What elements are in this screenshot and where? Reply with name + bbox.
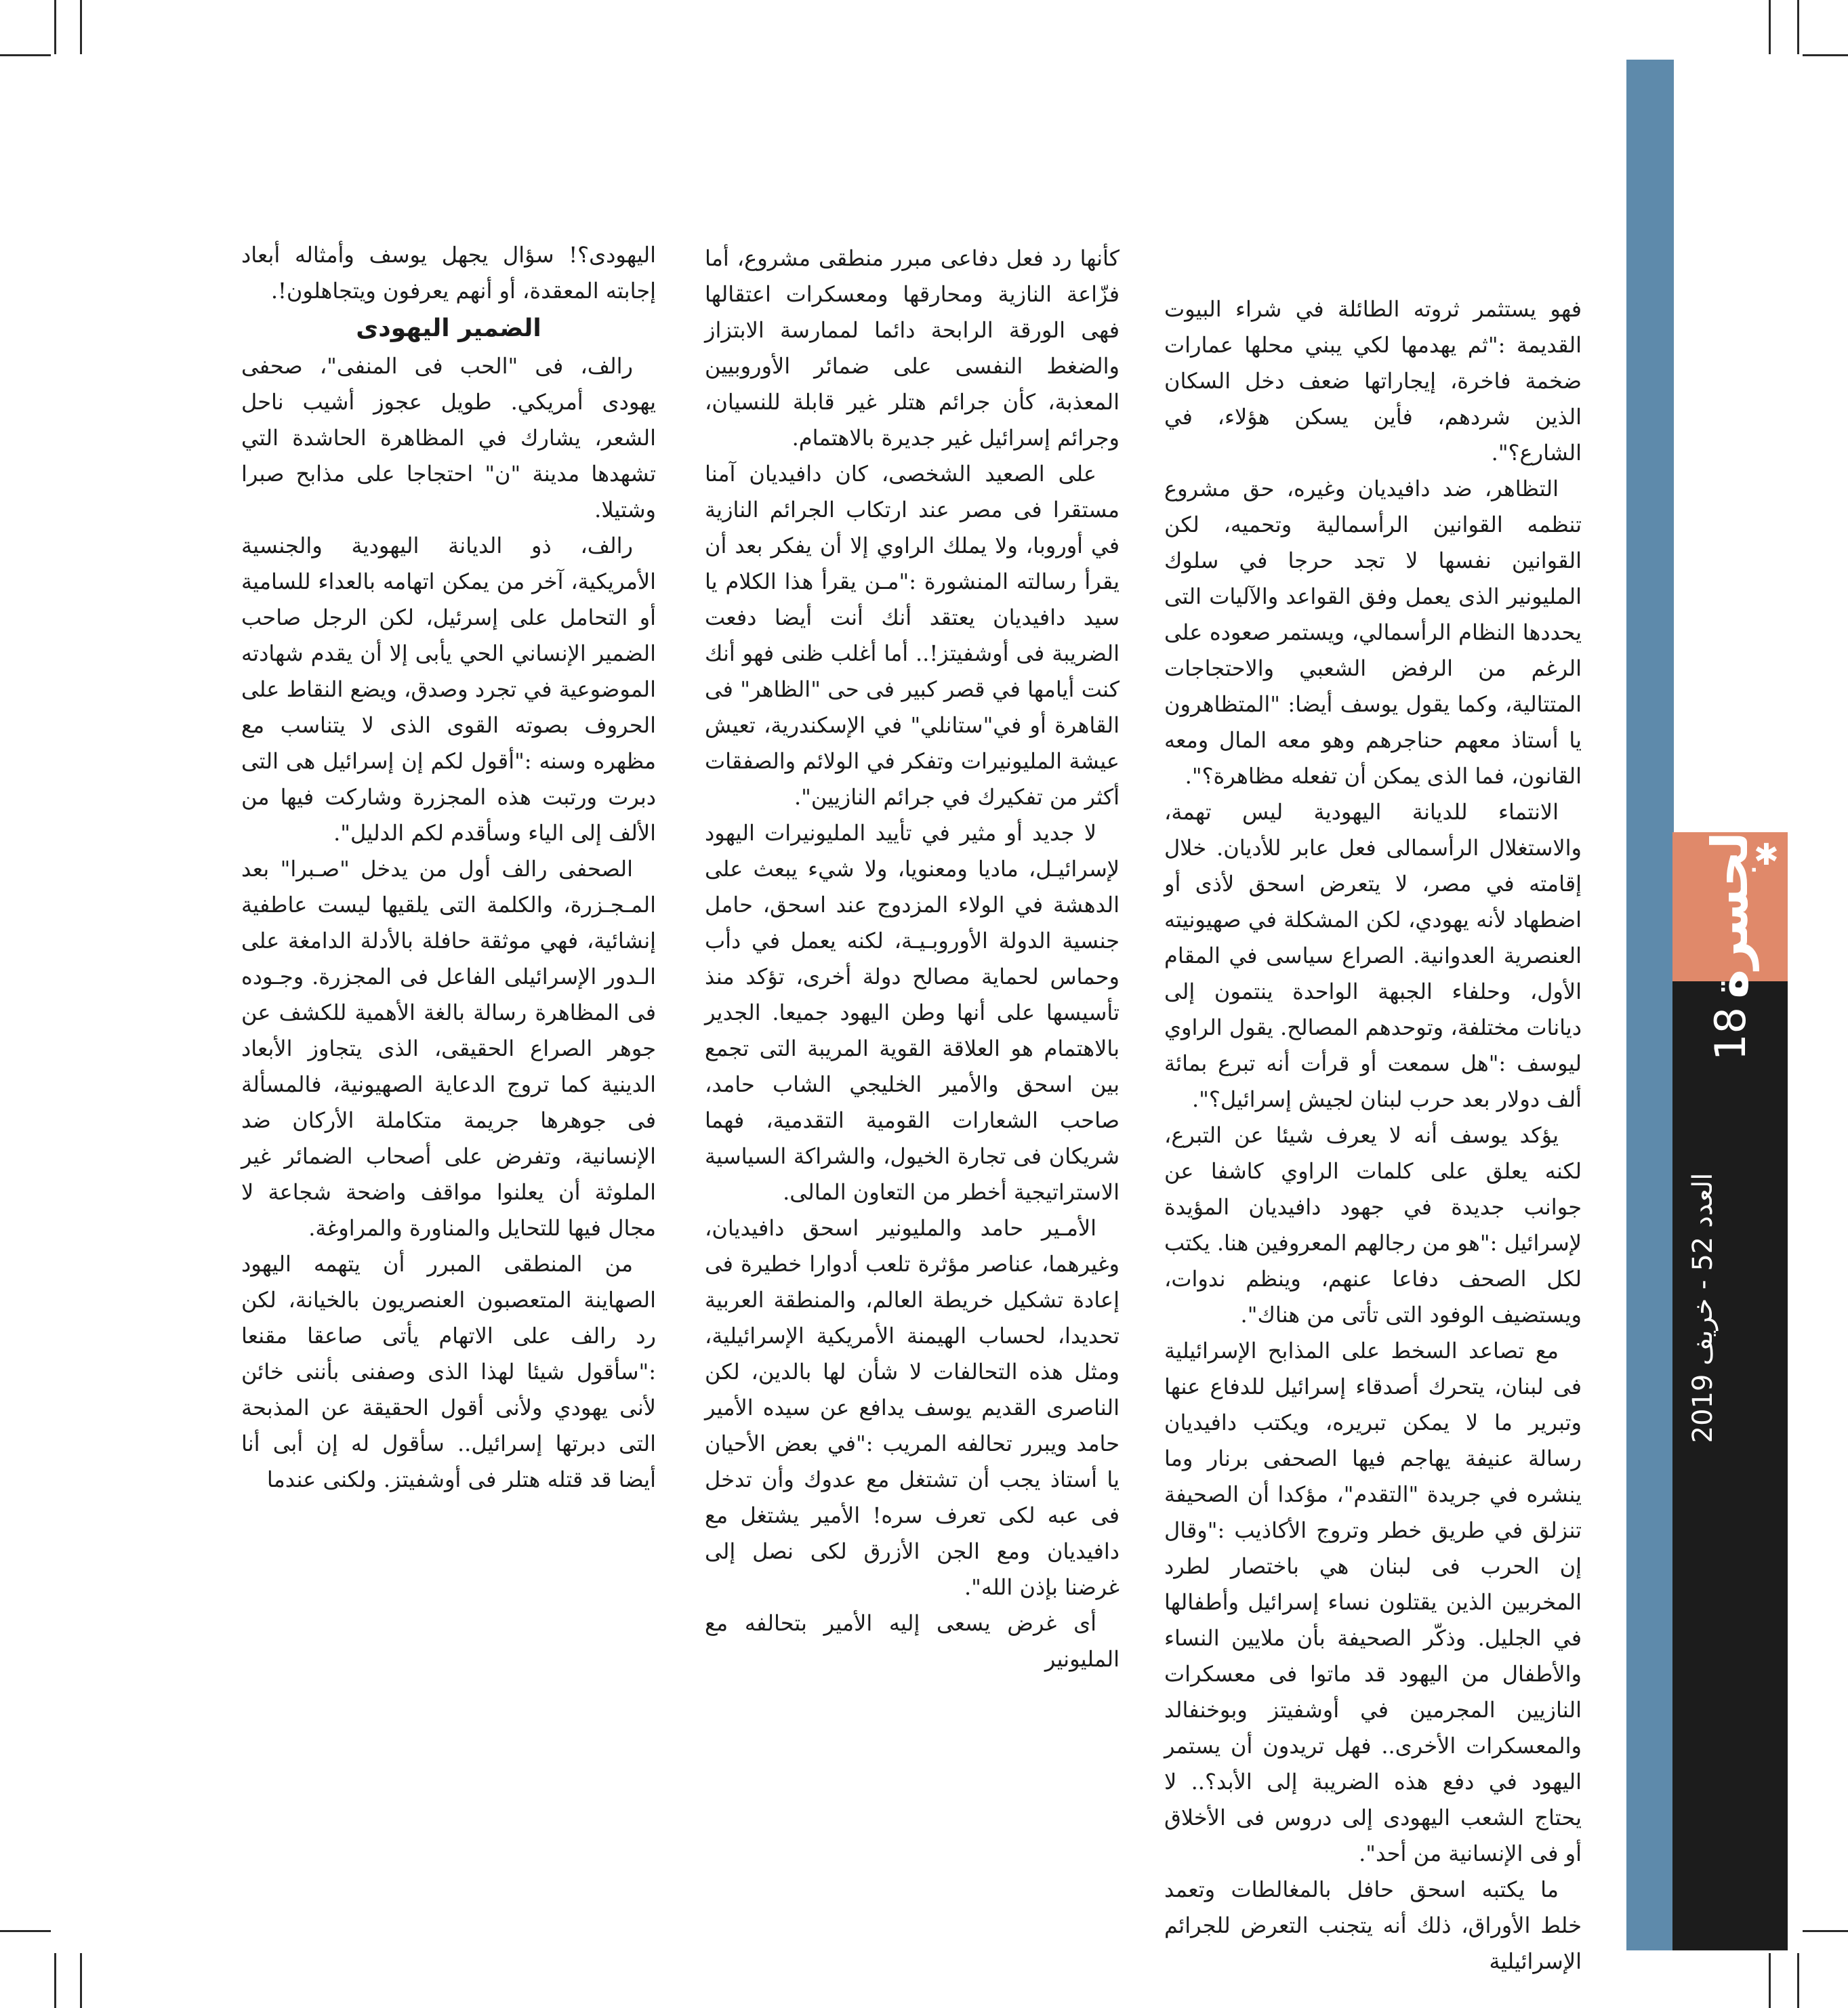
paragraph: الصحفى رالف أول من يدخل "صـبرا" بعد المـجـزرة، والكلمة التى يلقيها ليست عاطفية إنشائية، فهي موثقة حافلة بالأدلة الدامغة على الـدور الإسرائيلى الفاعل فى المجزرة. وجـوده فى المظاهرة رسالة بالغة الأهمية للكشف عن جوهر الصراع الحقيقى، الذى يتجاوز الأبعاد الدينية كما تروج الدعاية الصهيونية، فالمسألة فى جوهرها جريمة متكاملة الأركان ضد الإنسانية، وتفرض على أصحاب الضمائر غير الملوثة أن يعلنوا مواقف واضحة شجاعة لا مجال فيها للتحايل والمناورة والمراوغة. [241, 856, 656, 1241]
crop-mark [0, 54, 51, 56]
crop-mark [1797, 0, 1799, 54]
paragraph: رالف، ذو الديانة اليهودية والجنسية الأمريكية، آخر من يمكن اتهامه بالعداء للسامية أو التحامل على إسرئيل، لكن الرجل صاحب الضمير الإنساني الحي يأبى إلا أن يقدم شهادته الموضوعية في تجرد وصدق، ويضع النقاط على الحروف بصوته القوى الذى لا يتناسب مع مظهره وسنه :"أقول لكم إن إسرائيل هى التى دبرت ورتبت هذه المجزرة وشاركت فيها من الألف إلى الياء وسأقدم لكم الدليل". [241, 533, 656, 846]
paragraph: رالف، فى "الحب فى المنفى"، صحفى يهودى أمريكي. طويل عجوز أشيب ناحل الشعر، يشارك في المظاهرة الحاشدة التي تشهدها مدينة "ن" احتجاجا على مذابح صبرا وشتيلا. [241, 353, 656, 523]
crop-mark [1769, 1953, 1771, 2008]
paragraph: اليهودى؟! سؤال يجهل يوسف وأمثاله أبعاد إجابته المعقدة، أو أنهم يعرفون ويتجاهلون!. [241, 242, 656, 304]
crop-mark [1797, 1953, 1799, 2008]
magazine-logo [1672, 815, 1788, 999]
paragraph: التظاهر، ضد دافيديان وغيره، حق مشروع تنظمه القوانين الرأسمالية وتحميه، لكن القوانين نفسها لا تجد حرجا في سلوك المليونير الذى يعمل وفق القواعد والآليات التى يحددها النظام الرأسمالي، ويستمر صعوده على الرغم من الرفض الشعبي والاحتجاجات المتتالية، وكما يقول يوسف أيضا: "المتظاهرون يا أستاذ معهم حناجرهم وهو معه المال ومعه القانون، فما الذى يمكن أن تفعله مظاهرة؟". [1164, 476, 1582, 789]
paragraph: يؤكد يوسف أنه لا يعرف شيئا عن التبرع، لكنه يعلق على كلمات الراوي كاشفا عن جوانب جديدة في جهود دافيديان المؤيدة لإسرائيل :"هو من رجالهم المعروفين هنا. يكتب لكل الصحف دفاعا عنهم، وينظم ندوات، ويستضيف الوفود التى تأتى من هناك". [1164, 1122, 1582, 1328]
paragraph: على الصعيد الشخصى، كان دافيديان آمنا مستقرا فى مصر عند ارتكاب الجرائم النازية في أوروبا، ولا يملك الراوي إلا أن يفكر بعد أن يقرأ رسالته المنشورة :"مـن يقرأ هذا الكلام يا سيد دافيديان يعتقد أنك أنت أيضا دفعت الضريبة فى أوشفيتز!.. أما أغلب ظنى فهو أنك كنت أيامها في قصر كبير فى حى "الظاهر" فى القاهرة أو في"ستانلي" في الإسكندرية، تعيش عيشة المليونيرات وتفكر في الولائم والصفقات أكثر من تفكيرك في جرائم النازيين". [705, 461, 1120, 810]
article-column-right [1164, 291, 1582, 1980]
crop-mark [80, 0, 82, 54]
paragraph: فهو يستثمر ثروته الطائلة في شراء البيوت القديمة :"ثم يهدمها لكي يبني محلها عمارات ضخمة فاخرة، إيجاراتها ضعف دخل السكان الذين شردهم، فأين يسكن هؤلاء، في الشارع؟". [1164, 296, 1582, 466]
crop-mark [80, 1953, 82, 2008]
crop-mark [54, 0, 56, 54]
crop-mark [1769, 0, 1771, 54]
paragraph: الأمـير حامد والمليونير اسحق دافيديان، وغيرهما، عناصر مؤثرة تلعب أدوارا خطيرة فى إعادة تشكيل خريطة العالم، والمنطقة العربية تحديدا، لحساب الهيمنة الأمريكية الإسرائيلية، ومثل هذه التحالفات لا شأن لها بالدين، لكن الناصرى القديم يوسف يدافع عن سيده الأمير حامد ويبرر تحالفه المريب :"في بعض الأحيان يا أستاذ يجب أن تشتغل مع عدوك وأن تدخل فى عبه لكى تعرف سره! الأمير يشتغل مع دافيديان ومع الجن الأزرق لكى نصل إلى غرضنا بإذن الله". [705, 1215, 1120, 1600]
article-column-left [241, 237, 656, 1498]
paragraph: ما يكتبه اسحق حافل بالمغالطات وتعمد خلط الأوراق، ذلك أنه يتجنب التعرض للجرائم الإسرائيلية [1164, 1877, 1582, 1974]
paragraph: الانتماء للديانة اليهودية ليس تهمة، والاستغلال الرأسمالى فعل عابر للأديان. خلال إقامته في مصر، لا يتعرض اسحق لأذى أو اضطهاد لأنه يهودي، لكن المشكلة في صهيونيته العنصرية العدوانية. الصراع سياسى في المقام الأول، وحلفاء الجبهة الواحدة ينتمون إلى ديانات مختلفة، وتوحدهم المصالح. يقول الراوي ليوسف :"هل سمعت أو قرأت أنه تبرع بمائة ألف دولار بعد حرب لبنان لجيش إسرائيل؟". [1164, 799, 1582, 1112]
side-stripe [1626, 60, 1674, 1950]
crop-mark [1803, 54, 1848, 56]
paragraph: كأنها رد فعل دفاعى مبرر منطقى مشروع، أما فزّاعة النازية ومحارقها ومعسكرات اعتقالها فهى الورقة الرابحة دائما لممارسة الابتزاز والضغط النفسى على ضمائر الأوروبيين المعذبة، كأن جرائم هتلر غير قابلة للنسيان، وجرائم إسرائيل غير جديرة بالاهتمام. [705, 245, 1120, 451]
paragraph: أى غرض يسعى إليه الأمير بتحالفه مع المليونير [705, 1610, 1120, 1672]
paragraph: مع تصاعد السخط على المذابح الإسرائيلية فى لبنان، يتحرك أصدقاء إسرائيل للدفاع عنها وتبرير ما لا يمكن تبريره، ويكتب دافيديان رسالة عنيفة يهاجم فيها الصحفى برنار وما ينشره في جريدة "التقدم"، مؤكدا أن الصحيفة تنزلق في طريق خطر وتروج الأكاذيب :"وقال إن الحرب فى لبنان هي باختصار لطرد المخربين الذين يقتلون نساء إسرائيل وأطفالها في الجليل. وذكّر الصحيفة بأن ملايين النساء والأطفال من اليهود قد ماتوا فى معسكرات النازيين المجرمين في أوشفيتز وبوخنفالد والمعسكرات الأخرى.. فهل تريدون أن يستمر اليهود في دفع هذه الضريبة إلى الأبد؟.. لا يحتاج الشعب اليهودى إلى دروس فى الأخلاق أو فى الإنسانية من أحد". [1164, 1338, 1582, 1866]
article-column-middle [705, 241, 1120, 1677]
star-icon: ✱ [1754, 838, 1779, 872]
crop-mark [0, 1930, 51, 1932]
paragraph: من المنطقى المبرر أن يتهمه اليهود الصهاينة المتعصبون العنصريون بالخيانة، لكن رد رالف على الاتهام يأتى صاعقا مقنعا :"سأقول شيئا لهذا الذى وصفنى بأننى خائن لأنى يهودي ولأنى أقول الحقيقة عن المذبحة التى دبرتها إسرائيل.. سأقول له إن أبى أنا أيضا قد قتله هتلر فى أوشفيتز. ولكنى عندما [241, 1251, 656, 1492]
paragraph: لا جديد أو مثير في تأييد المليونيرات اليهود لإسرائيـل، ماديا ومعنويا، ولا شيء يبعث على الدهشة في الولاء المزدوج عند اسحق، حامل جنسية الدولة الأوروبـيـة، لكنه يعمل في دأب وحماس لحماية مصالح دولة أخرى، تؤكد منذ تأسيسها على أنها وطن اليهود جميعا. الجدير بالاهتمام هو العلاقة القوية المريبة التى تجمع بين اسحق والأمير الخليجي الشاب حامد، صاحب الشعارات القومية التقدمية، فهما شريكان فى تجارة الخيول، والشراكة السياسية الاستراتيجية أخطر من التعاون المالى. [705, 820, 1120, 1205]
crop-mark [1803, 1930, 1848, 1932]
logo-text: الجسرة [1701, 815, 1759, 999]
section-heading: الضمير اليهودى [356, 314, 541, 342]
crop-mark [54, 1953, 56, 2008]
side-band [1672, 981, 1788, 1950]
page-number: 18 [1705, 1006, 1755, 1061]
